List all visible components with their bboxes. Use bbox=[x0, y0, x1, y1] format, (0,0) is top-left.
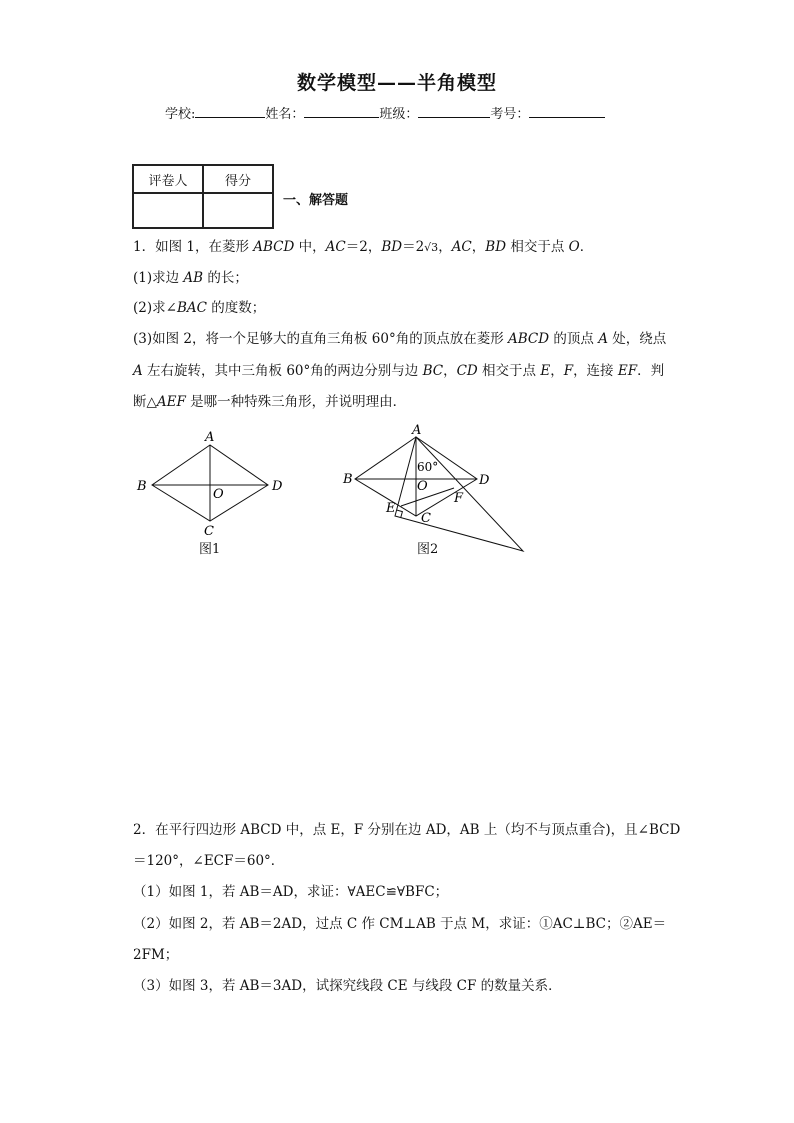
class-blank[interactable] bbox=[418, 103, 490, 118]
fig2-label-a: A bbox=[412, 423, 422, 438]
q2-problem-line1: 2．在平行四边形 ABCD 中，点 E，F 分别在边 AD，AB 上（均不与顶点重合)，且∠BCD bbox=[133, 822, 681, 838]
name-blank[interactable] bbox=[304, 103, 379, 118]
fig1-label-d: D bbox=[272, 479, 283, 494]
fig2-label-e: E bbox=[386, 501, 396, 516]
fig1-label-o: O bbox=[213, 487, 224, 502]
score-table bbox=[132, 164, 274, 229]
fig1-label-a: A bbox=[205, 430, 215, 445]
fig2-label-c: C bbox=[421, 511, 431, 526]
school-label: 学校: bbox=[165, 107, 196, 122]
q1-part1: (1)求边 AB 的长； bbox=[133, 270, 248, 286]
number-label: 考号： bbox=[490, 107, 530, 122]
grader-header: 评卷人 bbox=[133, 165, 203, 193]
q1-part3-line2: A 左右旋转，其中三角板 60°角的两边分别与边 BC，CD 相交于点 E，F，连接 EF．判 bbox=[133, 363, 665, 379]
class-label: 班级： bbox=[379, 107, 419, 122]
school-blank[interactable] bbox=[195, 103, 265, 118]
fig2-label-d: D bbox=[479, 473, 490, 488]
q2-part3: （3）如图 3，若 AB＝3AD，试探究线段 CE 与线段 CF 的数量关系． bbox=[133, 978, 562, 994]
section-title: 一、解答题 bbox=[283, 193, 349, 208]
score-header: 得分 bbox=[203, 165, 273, 193]
q1-part3-line3: 断△AEF 是哪一种特殊三角形，并说明理由． bbox=[133, 394, 407, 410]
q1-problem: 1．如图 1，在菱形 ABCD 中，AC＝2，BD＝2√3，AC，BD 相交于点 O． bbox=[133, 239, 594, 255]
fig2-angle-label: 60° bbox=[417, 460, 439, 474]
fig2-label-f: F bbox=[454, 491, 464, 506]
q2-problem-line2: ＝120°，∠ECF＝60°． bbox=[133, 853, 285, 869]
q2-part2-line2: 2FM； bbox=[133, 947, 179, 963]
grader-cell[interactable] bbox=[133, 193, 203, 228]
sqrt3: √3 bbox=[424, 241, 439, 254]
page-title: 数学模型——半角模型 bbox=[296, 72, 497, 94]
fig2-label-b: B bbox=[343, 472, 353, 487]
q1-part3-line1: (3)如图 2，将一个足够大的直角三角板 60°角的顶点放在菱形 ABCD 的顶点 A 处，绕点 bbox=[133, 331, 667, 347]
fig2-label-o: O bbox=[417, 479, 428, 494]
student-info-line bbox=[165, 103, 605, 122]
name-label: 姓名： bbox=[265, 107, 305, 122]
fig1-label-c: C bbox=[204, 524, 214, 539]
score-cell[interactable] bbox=[203, 193, 273, 228]
q1-part2: (2)求∠BAC 的度数； bbox=[133, 300, 266, 316]
figure-2-caption: 图2 bbox=[417, 542, 439, 557]
q2-part2-line1: （2）如图 2，若 AB＝2AD，过点 C 作 CM⊥AB 于点 M，求证：①AC⊥BC；②AE＝ bbox=[133, 916, 667, 932]
figure-1-rhombus bbox=[130, 425, 300, 555]
q2-part1: （1）如图 1，若 AB＝AD，求证：∀AEC≌∀BFC； bbox=[133, 884, 449, 900]
fig1-label-b: B bbox=[137, 479, 147, 494]
figure-1-caption: 图1 bbox=[199, 542, 221, 557]
number-blank[interactable] bbox=[529, 103, 605, 118]
